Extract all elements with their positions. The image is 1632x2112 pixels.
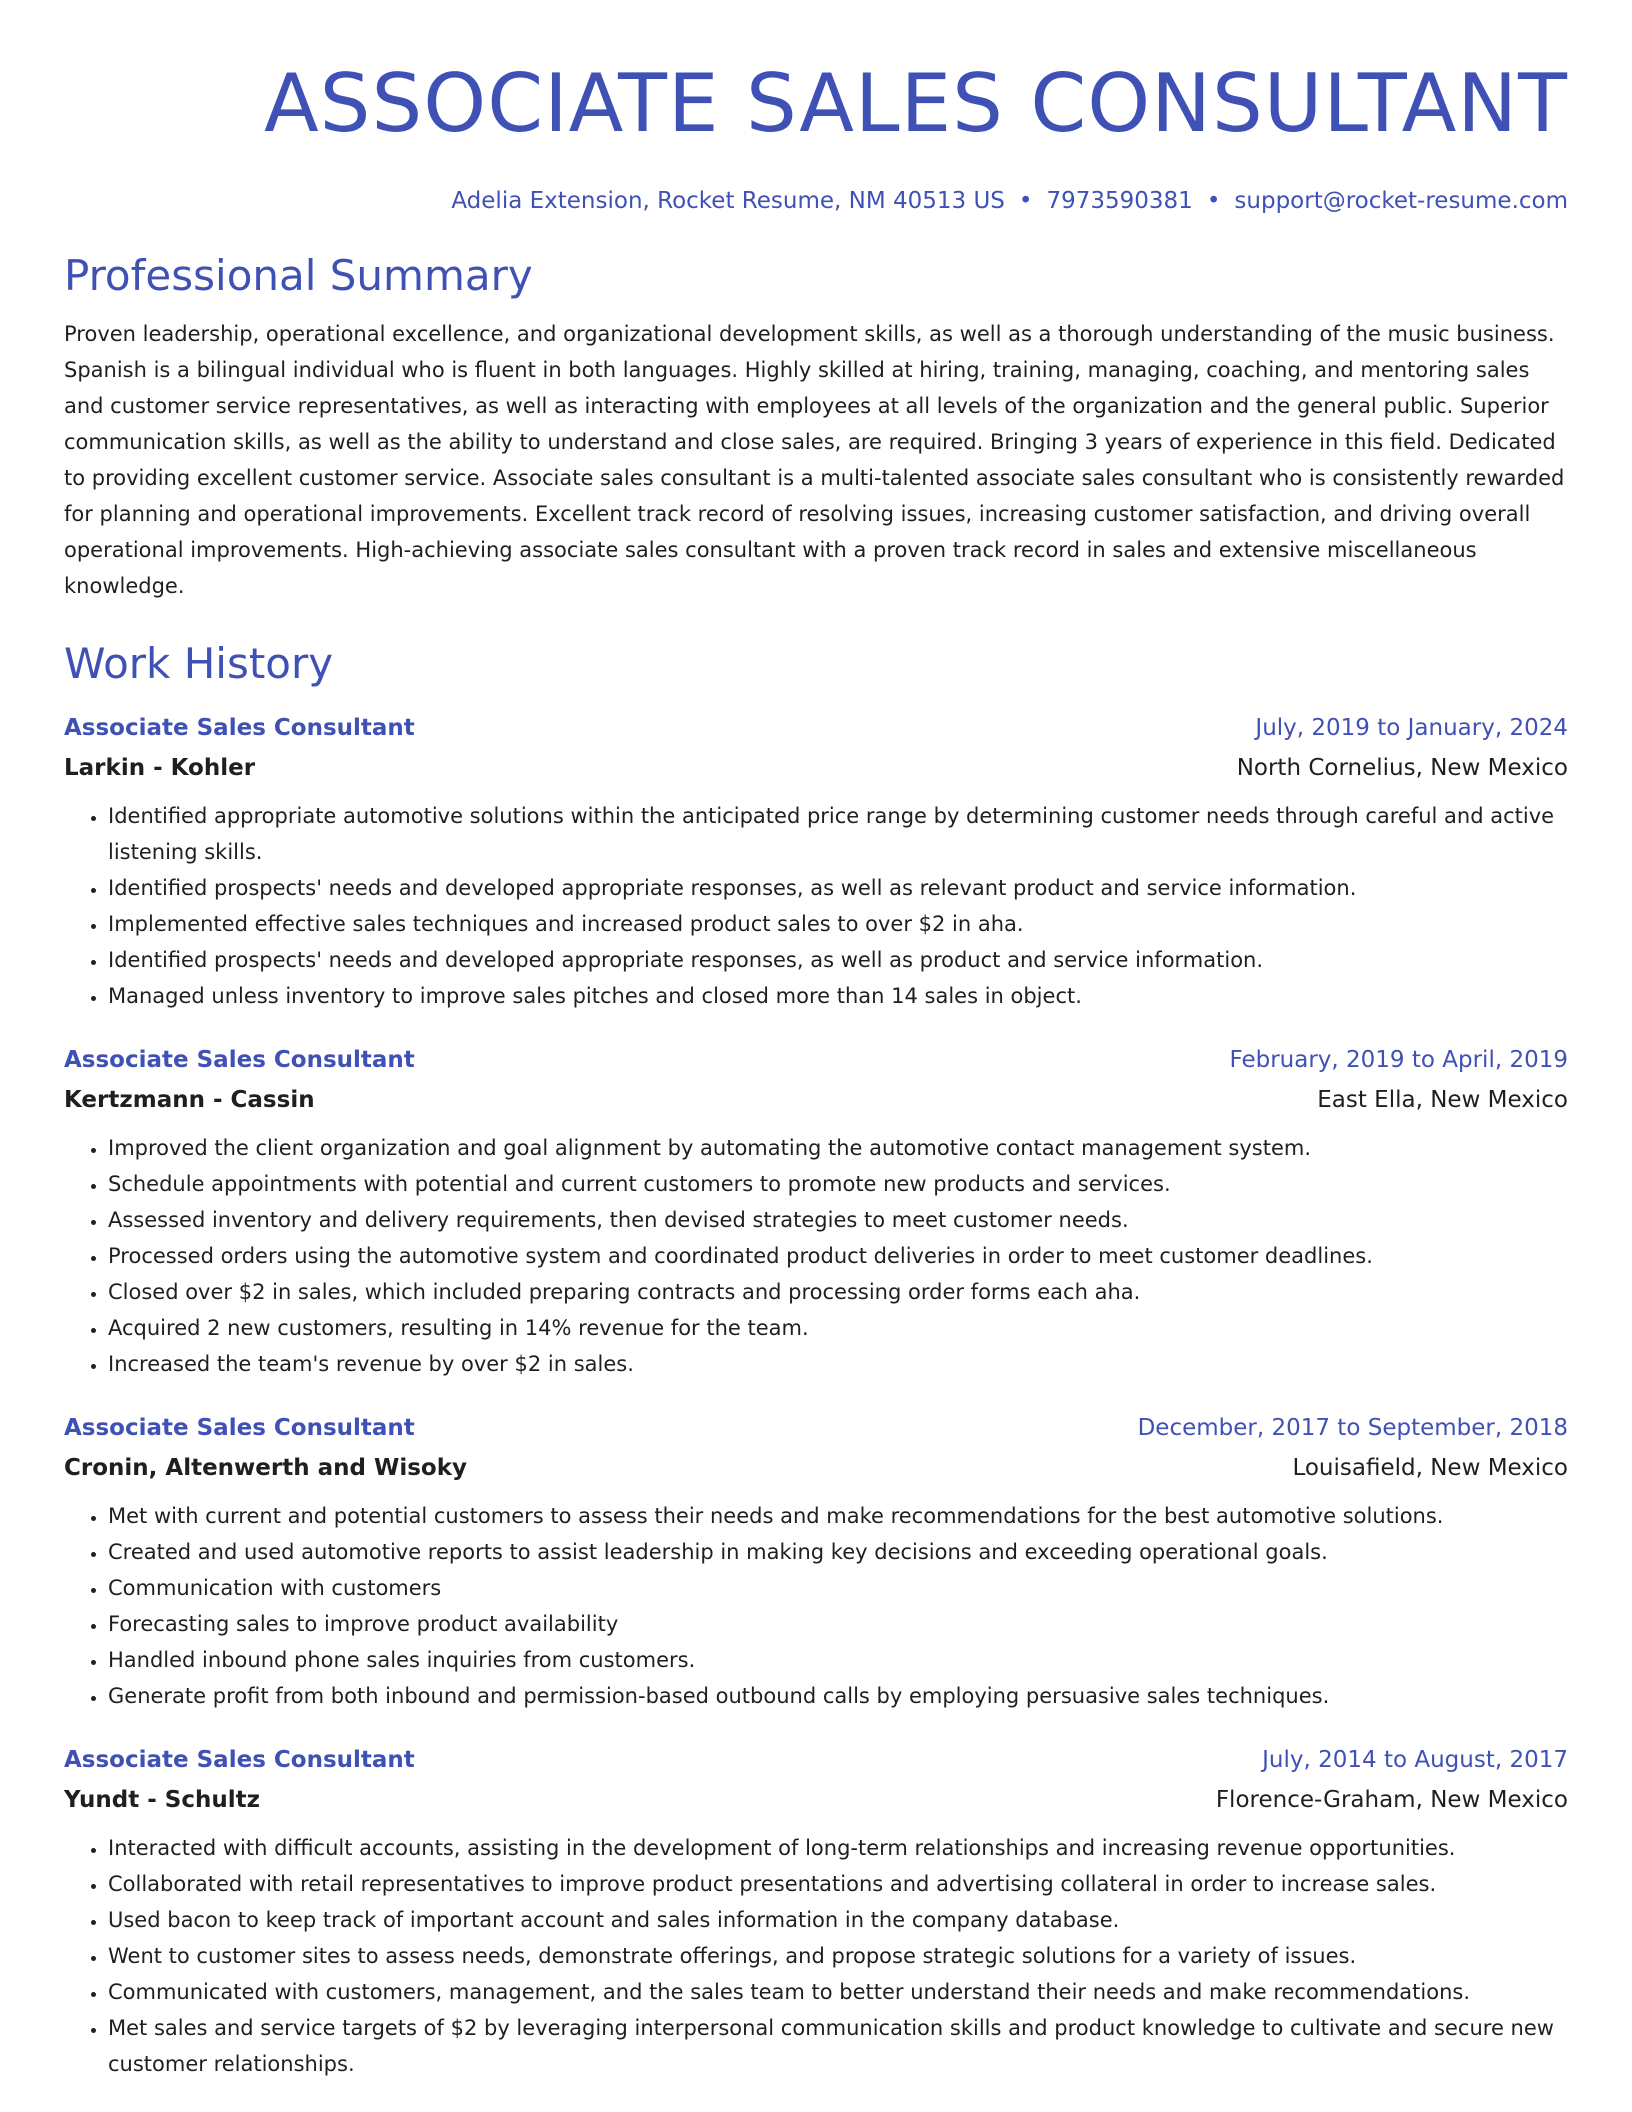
job-bullet: • Went to customer sites to assess needs, demonstrate offerings, and propose strategic solutions for a variety of issues. xyxy=(108,1938,1568,1974)
job-company-row xyxy=(64,1084,1568,1116)
job-bullet: • Interacted with difficult accounts, assisting in the development of long-term relationships and increasing revenue opportunities. xyxy=(108,1830,1568,1866)
job-bullet: • Forecasting sales to improve product availability xyxy=(108,1606,1568,1642)
job-bullet: • Identified appropriate automotive solutions within the anticipated price range by determining customer needs through careful and active listening skills. xyxy=(108,798,1568,870)
contact-line xyxy=(64,186,1568,216)
job-bullet: • Met with current and potential customers to assess their needs and make recommendations for the best automotive solutions. xyxy=(108,1498,1568,1534)
job-location: East Ella, New Mexico xyxy=(1317,1087,1568,1113)
job-bullets xyxy=(64,1130,1568,1382)
job-company: Larkin - Kohler xyxy=(64,755,256,781)
job-dates: July, 2014 to August, 2017 xyxy=(1262,1747,1568,1773)
job-entry xyxy=(64,1412,1568,1714)
job-title: Associate Sales Consultant xyxy=(64,1747,415,1773)
job-company-row xyxy=(64,1452,1568,1484)
job-company-row xyxy=(64,1784,1568,1816)
job-bullets xyxy=(64,1830,1568,2082)
contact-separator: • xyxy=(1206,188,1221,214)
job-bullet: • Assessed inventory and delivery requirements, then devised strategies to meet customer needs. xyxy=(108,1202,1568,1238)
job-dates: February, 2019 to April, 2019 xyxy=(1229,1047,1568,1073)
job-company: Yundt - Schultz xyxy=(64,1787,260,1813)
job-company-row xyxy=(64,752,1568,784)
contact-separator: • xyxy=(1018,188,1033,214)
contact-email[interactable]: support@rocket-resume.com xyxy=(1234,188,1568,214)
job-bullet: • Communication with customers xyxy=(108,1570,1568,1606)
job-dates: December, 2017 to September, 2018 xyxy=(1137,1415,1568,1441)
job-header-row xyxy=(64,1044,1568,1076)
resume-title: ASSOCIATE SALES CONSULTANT xyxy=(263,57,1568,150)
summary-text: Proven leadership, operational excellence, and organizational development skills, as well as a thorough understanding of the music business. Spanish is a bilingual individual who is fluent in both languages. Highly skilled at hiring, training, managing, coaching, and mentoring sales and customer service representatives, as well as interacting with employees at all levels of the organization and the general public. Superior communication skills, as well as the ability to understand and close sales, are required. Bringing 3 years of experience in this field. Dedicated to providing excellent customer service. Associate sales consultant is a multi-talented associate sales consultant who is consistently rewarded for planning and operational improvements. Excellent track record of resolving issues, increasing customer satisfaction, and driving overall operational improvements. High-achieving associate sales consultant with a proven track record in sales and extensive miscellaneous knowledge. xyxy=(64,322,1565,598)
job-company: Cronin, Altenwerth and Wisoky xyxy=(64,1455,468,1481)
job-title: Associate Sales Consultant xyxy=(64,715,415,741)
job-bullet: • Managed unless inventory to improve sales pitches and closed more than 14 sales in object. xyxy=(108,978,1568,1014)
job-bullet: • Identified prospects' needs and developed appropriate responses, as well as product and service information. xyxy=(108,942,1568,978)
job-bullet: • Increased the team's revenue by over $2 in sales. xyxy=(108,1346,1568,1382)
job-bullet: • Acquired 2 new customers, resulting in 14% revenue for the team. xyxy=(108,1310,1568,1346)
job-header-row xyxy=(64,712,1568,744)
job-bullet: • Schedule appointments with potential and current customers to promote new products and services. xyxy=(108,1166,1568,1202)
job-bullet: • Met sales and service targets of $2 by leveraging interpersonal communication skills and product knowledge to cultivate and secure new customer relationships. xyxy=(108,2010,1568,2082)
job-title: Associate Sales Consultant xyxy=(64,1415,415,1441)
job-bullet: • Improved the client organization and goal alignment by automating the automotive contact management system. xyxy=(108,1130,1568,1166)
job-location: Louisafield, New Mexico xyxy=(1292,1455,1568,1481)
job-company: Kertzmann - Cassin xyxy=(64,1087,315,1113)
job-bullet: • Communicated with customers, management, and the sales team to better understand their needs and make recommendations. xyxy=(108,1974,1568,2010)
job-title: Associate Sales Consultant xyxy=(64,1047,415,1073)
job-location: North Cornelius, New Mexico xyxy=(1236,755,1568,781)
work-history-heading: Work History xyxy=(64,639,334,688)
job-bullet: • Closed over $2 in sales, which included preparing contracts and processing order forms each aha. xyxy=(108,1274,1568,1310)
job-bullet: • Identified prospects' needs and developed appropriate responses, as well as relevant product and service information. xyxy=(108,870,1568,906)
job-entry xyxy=(64,1744,1568,2082)
job-bullet: • Created and used automotive reports to assist leadership in making key decisions and exceeding operational goals. xyxy=(108,1534,1568,1570)
job-bullet: • Processed orders using the automotive system and coordinated product deliveries in order to meet customer deadlines. xyxy=(108,1238,1568,1274)
job-header-row xyxy=(64,1412,1568,1444)
job-header-row xyxy=(64,1744,1568,1776)
job-dates: July, 2019 to January, 2024 xyxy=(1255,715,1568,741)
job-bullet: • Generate profit from both inbound and permission-based outbound calls by employing persuasive sales techniques. xyxy=(108,1678,1568,1714)
job-bullets xyxy=(64,1498,1568,1714)
job-bullet: • Handled inbound phone sales inquiries from customers. xyxy=(108,1642,1568,1678)
job-entry xyxy=(64,1044,1568,1382)
contact-phone[interactable]: 7973590381 xyxy=(1046,188,1193,214)
job-location: Florence-Graham, New Mexico xyxy=(1215,1787,1568,1813)
job-entry xyxy=(64,712,1568,1014)
job-bullets xyxy=(64,798,1568,1014)
job-bullet: • Implemented effective sales techniques and increased product sales to over $2 in aha. xyxy=(108,906,1568,942)
work-history-list xyxy=(64,712,1568,2082)
job-bullet: • Used bacon to keep track of important account and sales information in the company database. xyxy=(108,1902,1568,1938)
summary-heading: Professional Summary xyxy=(64,251,533,300)
contact-address: Adelia Extension, Rocket Resume, NM 40513 US xyxy=(451,188,1005,214)
job-bullet: • Collaborated with retail representatives to improve product presentations and advertising collateral in order to increase sales. xyxy=(108,1866,1568,1902)
